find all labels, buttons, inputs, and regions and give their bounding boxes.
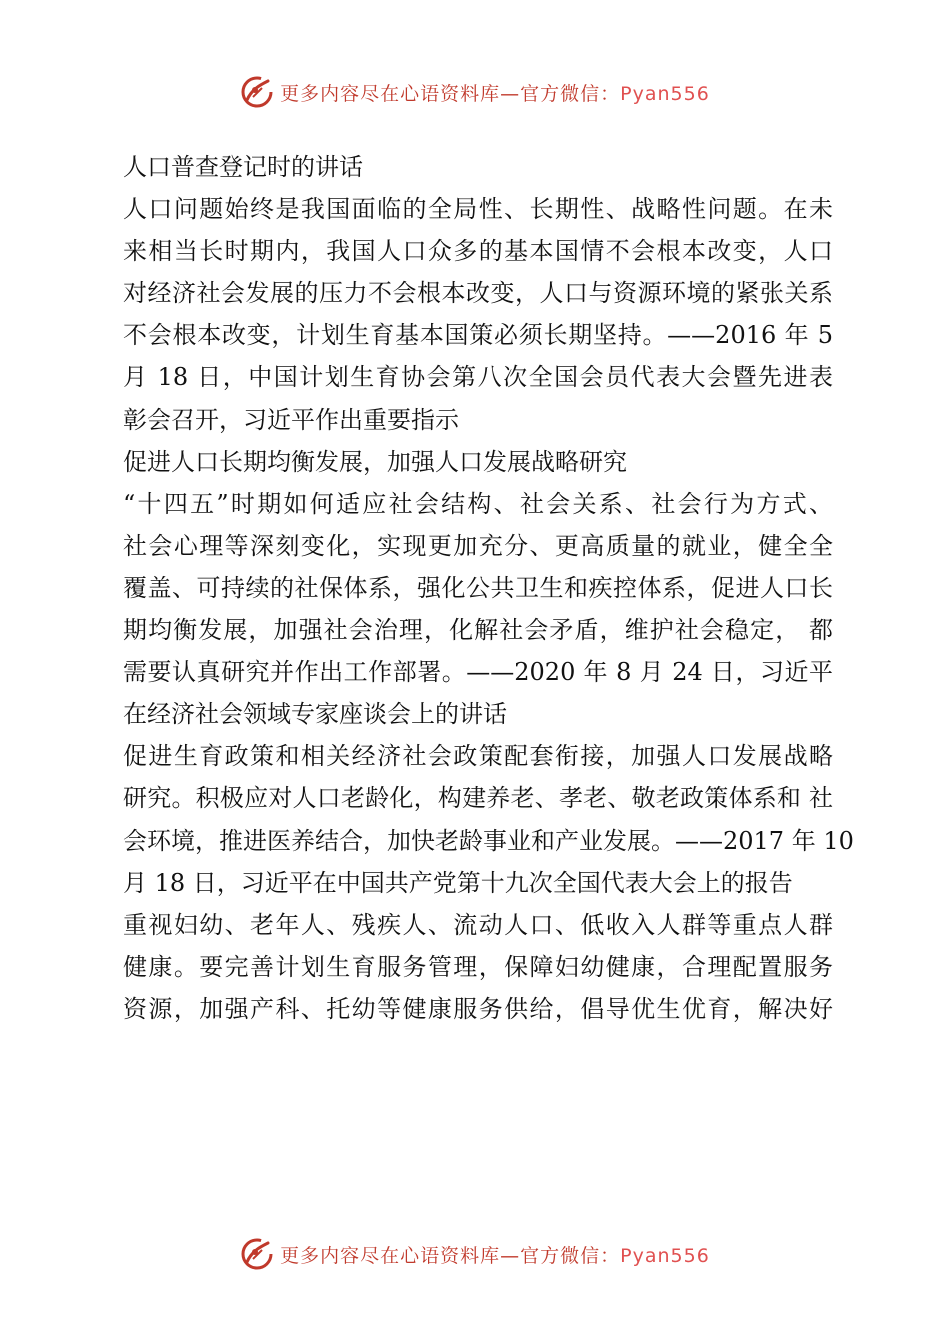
header-banner	[0, 70, 950, 114]
text-line: 促进生育政策和相关经济社会政策配套衔接，加强人口发展战略	[123, 742, 833, 771]
document-body	[123, 146, 854, 1030]
banner-prefix: 更多内容尽在心语资料库—官方微信：	[280, 82, 621, 105]
banner-wechat-handle: Pyan556	[620, 82, 710, 105]
text-line: 彰会召开，习近平作出重要指示	[123, 405, 459, 434]
section-heading	[123, 441, 833, 483]
banner-text	[280, 79, 710, 106]
text-line: 研究。积极应对人口老龄化，构建养老、孝老、敬老政策体系和 社	[123, 784, 833, 813]
text-line: “十四五”时期如何适应社会结构、社会关系、社会行为方式、	[123, 489, 833, 518]
text-line: 人口问题始终是我国面临的全局性、长期性、战略性问题。在未	[123, 195, 833, 224]
paragraph	[123, 735, 854, 903]
text-line: 促进人口长期均衡发展，加强人口发展战略研究	[123, 447, 627, 476]
text-line: 期均衡发展，加强社会治理，化解社会矛盾，维护社会稳定， 都	[123, 616, 833, 645]
banner-prefix: 更多内容尽在心语资料库—官方微信：	[280, 1244, 621, 1267]
text-line: 社会心理等深刻变化，实现更加充分、更高质量的就业，健全全	[123, 531, 833, 560]
text-line: 会环境，推进医养结合，加快老龄事业和产业发展。——2017 年 10	[123, 826, 854, 855]
text-line: 来相当长时期内，我国人口众多的基本国情不会根本改变，人口	[123, 237, 833, 266]
text-line: 重视妇幼、老年人、残疾人、流动人口、低收入人群等重点人群	[123, 910, 833, 939]
text-line: 不会根本改变，计划生育基本国策必须长期坚持。——2016 年 5	[123, 321, 833, 350]
banner-text	[280, 1241, 710, 1268]
paragraph	[123, 904, 833, 1030]
brush-seal-logo-icon	[240, 75, 274, 109]
text-line: 资源，加强产科、托幼等健康服务供给，倡导优生优育，解决好	[123, 994, 833, 1023]
text-line: 月 18 日，中国计划生育协会第八次全国会员代表大会暨先进表	[123, 363, 833, 392]
brush-seal-logo-icon	[240, 1237, 274, 1271]
banner-wechat-handle: Pyan556	[620, 1244, 710, 1267]
text-line: 人口普查登记时的讲话	[123, 153, 363, 181]
text-line: 覆盖、可持续的社保体系，强化公共卫生和疾控体系，促进人口长	[123, 573, 833, 602]
text-line: 需要认真研究并作出工作部署。——2020 年 8 月 24 日，习近平	[123, 658, 833, 687]
text-line: 对经济社会发展的压力不会根本改变，人口与资源环境的紧张关系	[123, 279, 833, 308]
document-title	[123, 146, 833, 188]
text-line: 在经济社会领域专家座谈会上的讲话	[123, 700, 507, 729]
paragraph	[123, 483, 833, 736]
paragraph	[123, 188, 833, 441]
text-line: 健康。要完善计划生育服务管理，保障妇幼健康，合理配置服务	[123, 952, 833, 981]
text-line: 月 18 日，习近平在中国共产党第十九次全国代表大会上的报告	[123, 868, 793, 897]
footer-banner	[0, 1232, 950, 1276]
